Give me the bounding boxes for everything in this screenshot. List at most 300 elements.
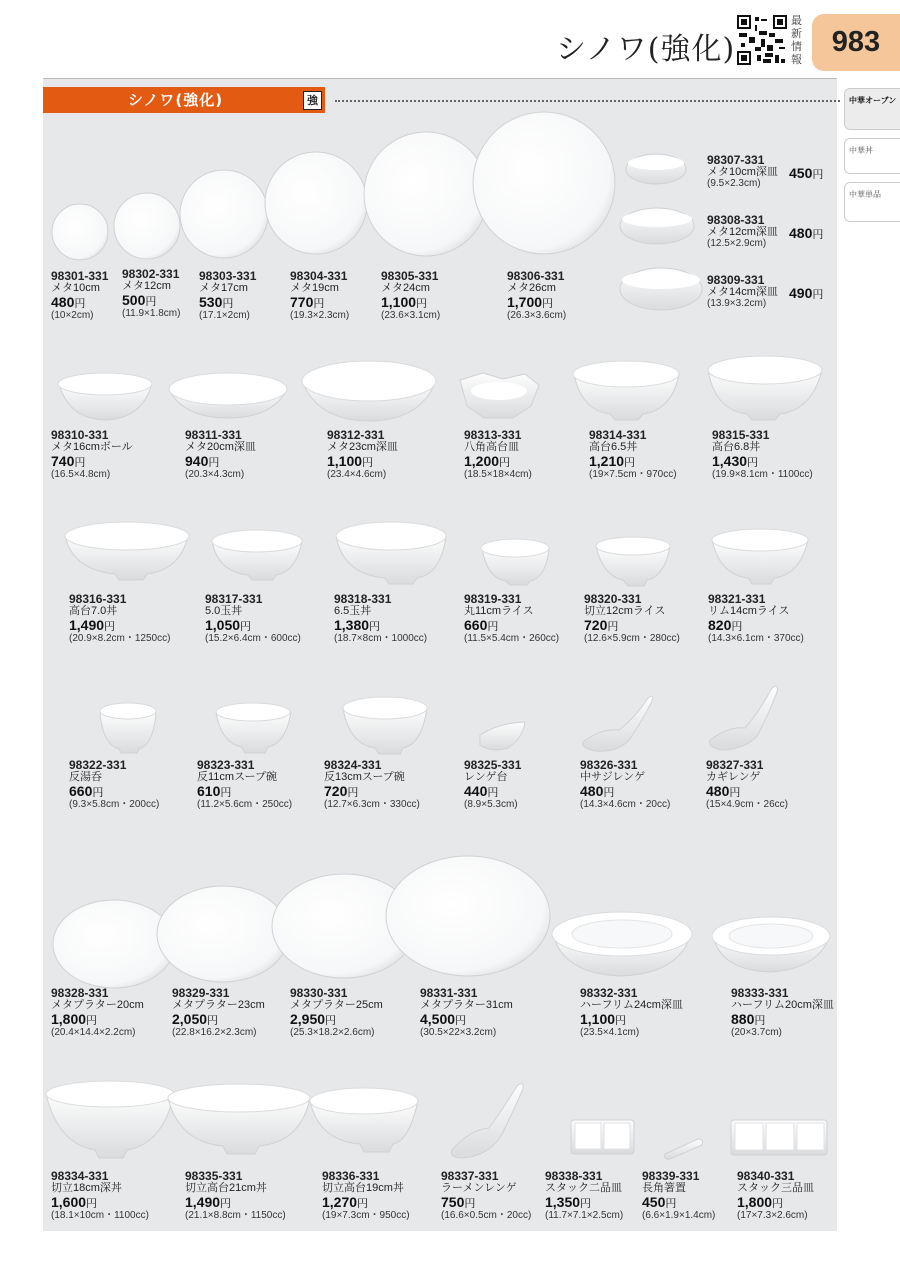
- page-number: 983: [812, 14, 900, 71]
- product-name: 丸11cmライス: [464, 605, 534, 617]
- spoon-rest-98325: [480, 722, 525, 750]
- product-price: [69, 618, 170, 633]
- product-dims: (12.7×6.3cm・330cc): [324, 799, 420, 810]
- product-name: スタック二品皿: [545, 1182, 622, 1194]
- price-value: 820: [708, 617, 732, 633]
- product-price: [706, 784, 788, 799]
- product-name: 八角高台皿: [464, 441, 519, 453]
- product-price: [441, 1195, 531, 1210]
- product-98318[interactable]: [334, 593, 427, 644]
- product-name: メタ10cm: [51, 282, 100, 294]
- product-code: 98322-331: [69, 758, 127, 772]
- product-name: メタ12cm深皿: [707, 226, 778, 238]
- product-dims: (9.5×2.3cm): [707, 178, 761, 189]
- product-98326[interactable]: [580, 759, 670, 810]
- product-code: 98314-331: [589, 428, 647, 442]
- price-value: 1,100: [580, 1011, 616, 1027]
- product-98306[interactable]: [507, 270, 566, 321]
- product-price: [322, 1195, 410, 1210]
- product-name: 中サジレンゲ: [580, 771, 646, 783]
- product-name: 反13cmスープ碗: [324, 771, 405, 783]
- product-dims: (10×2cm): [51, 310, 94, 321]
- product-dims: (18.5×18×4cm): [464, 469, 532, 480]
- product-98316[interactable]: [69, 593, 170, 644]
- price-value: 1,700: [507, 294, 543, 310]
- product-98310[interactable]: [51, 429, 133, 480]
- product-dims: (18.1×10cm・1100cc): [51, 1210, 149, 1221]
- product-98303[interactable]: [199, 270, 256, 321]
- product-98302[interactable]: [122, 268, 180, 319]
- product-name: メタ12cm: [122, 280, 171, 292]
- product-98334[interactable]: [51, 1170, 149, 1221]
- price-value: 1,490: [69, 617, 105, 633]
- price-unit: 円: [86, 1198, 98, 1210]
- price-value: 440: [464, 783, 488, 799]
- price-unit: 円: [603, 787, 615, 799]
- product-code: 98303-331: [199, 269, 257, 283]
- platter-98329: [157, 886, 289, 982]
- product-name: ハーフリム24cm深皿: [580, 999, 683, 1011]
- price-value: 1,050: [205, 617, 241, 633]
- product-price: [712, 454, 813, 469]
- product-price: [642, 1195, 715, 1210]
- price-value: 1,100: [327, 453, 363, 469]
- product-98311[interactable]: [185, 429, 256, 480]
- plate-98301: [52, 204, 108, 260]
- product-price: [464, 454, 532, 469]
- price-unit: 円: [369, 621, 381, 633]
- price-unit: 円: [487, 621, 499, 633]
- strength-badge: 強: [303, 91, 322, 110]
- product-name: 反湯呑: [69, 771, 102, 783]
- price-unit: 円: [362, 457, 374, 469]
- product-98314[interactable]: [589, 429, 677, 480]
- section-title: シノワ(強化): [128, 91, 224, 109]
- price-value: 1,430: [712, 453, 748, 469]
- price-unit: 円: [812, 289, 824, 301]
- product-price: [51, 295, 108, 310]
- product-dims: (18.7×8cm・1000cc): [334, 633, 428, 644]
- product-code: 98337-331: [441, 1169, 499, 1183]
- product-dims: (11.5×5.4cm・260cc): [464, 633, 560, 644]
- price-unit: 円: [665, 1198, 677, 1210]
- product-price: [464, 784, 521, 799]
- product-name: 反11cmスープ碗: [197, 771, 277, 783]
- product-98328[interactable]: [51, 987, 144, 1038]
- product-price: [199, 295, 256, 310]
- product-name: メタ16cmボール: [51, 441, 133, 453]
- product-name: 高台6.8丼: [712, 441, 761, 453]
- product-code: 98310-331: [51, 428, 109, 442]
- price-value: 880: [731, 1011, 755, 1027]
- product-name: リム14cmライス: [708, 605, 790, 617]
- product-98337[interactable]: [441, 1170, 531, 1221]
- price-unit: 円: [416, 298, 428, 310]
- chopstick-rest-98339: [665, 1139, 703, 1159]
- price-unit: 円: [220, 1198, 232, 1210]
- product-98309[interactable]: [707, 274, 832, 309]
- product-dims: (20.9×8.2cm・1250cc): [69, 633, 171, 644]
- price-value: 530: [199, 294, 223, 310]
- product-name: 6.5玉丼: [334, 605, 372, 617]
- product-price: [507, 295, 566, 310]
- product-code: 98335-331: [185, 1169, 243, 1183]
- product-name: ラーメンレンゲ: [441, 1182, 517, 1194]
- product-dims: (16.6×0.5cm・20cc): [441, 1210, 532, 1221]
- price-unit: 円: [615, 1015, 627, 1027]
- price-value: 1,210: [589, 453, 625, 469]
- product-dims: (19×7.5cm・970cc): [589, 469, 677, 480]
- product-dims: (25.3×18.2×2.6cm): [290, 1027, 375, 1038]
- product-price: [580, 784, 670, 799]
- product-dims: (20.4×14.4×2.2cm): [51, 1027, 136, 1038]
- product-98320[interactable]: [584, 593, 680, 644]
- product-price: [545, 1195, 623, 1210]
- plate-98303: [180, 170, 268, 258]
- price-value: 610: [197, 783, 221, 799]
- product-98329[interactable]: [172, 987, 265, 1038]
- product-dims: (12.6×5.9cm・280cc): [584, 633, 680, 644]
- product-price: [197, 784, 292, 799]
- product-98312[interactable]: [327, 429, 398, 480]
- product-code: 98324-331: [324, 758, 382, 772]
- product-name: メタ23cm深皿: [327, 441, 398, 453]
- product-code: 98301-331: [51, 269, 109, 283]
- price-unit: 円: [754, 1015, 766, 1027]
- product-dims: (15.2×6.4cm・600cc): [205, 633, 301, 644]
- product-price: [51, 1012, 144, 1027]
- price-value: 1,490: [185, 1194, 221, 1210]
- section-divider: [335, 100, 840, 102]
- product-price: [205, 618, 301, 633]
- price-value: 660: [464, 617, 488, 633]
- product-dims: (23.4×4.6cm): [327, 469, 387, 480]
- product-code: 98340-331: [737, 1169, 795, 1183]
- price-unit: 円: [220, 787, 232, 799]
- product-dims: (19×7.3cm・950cc): [322, 1210, 410, 1221]
- product-98315[interactable]: [712, 429, 813, 480]
- product-code: 98338-331: [545, 1169, 603, 1183]
- price-value: 740: [51, 453, 75, 469]
- product-code: 98312-331: [327, 428, 385, 442]
- product-name: カギレンゲ: [706, 771, 761, 783]
- product-98330[interactable]: [290, 987, 383, 1038]
- product-dims: (19.3×2.3cm): [290, 310, 350, 321]
- price-value: 480: [789, 225, 813, 241]
- product-98324[interactable]: [324, 759, 420, 810]
- product-dims: (11.7×7.1×2.5cm): [545, 1210, 624, 1221]
- product-price: [69, 784, 159, 799]
- price-unit: 円: [207, 1015, 219, 1027]
- price-value: 1,600: [51, 1194, 87, 1210]
- product-98308[interactable]: [707, 214, 832, 249]
- product-dims: (21.1×8.8cm・1150cc): [185, 1210, 286, 1221]
- product-name: メタ17cm: [199, 282, 248, 294]
- product-price: [589, 454, 677, 469]
- product-price: [789, 166, 823, 181]
- price-unit: 円: [455, 1015, 467, 1027]
- product-code: 98325-331: [464, 758, 522, 772]
- price-unit: 円: [208, 457, 220, 469]
- product-name: 切立12cmライス: [584, 605, 666, 617]
- price-unit: 円: [325, 1015, 337, 1027]
- product-price: [324, 784, 420, 799]
- product-98325[interactable]: [464, 759, 521, 810]
- product-98323[interactable]: [197, 759, 292, 810]
- product-dims: (30.5×22×3.2cm): [420, 1027, 497, 1038]
- price-unit: 円: [104, 621, 116, 633]
- product-price: [172, 1012, 265, 1027]
- price-unit: 円: [222, 298, 234, 310]
- product-code: 98304-331: [290, 269, 348, 283]
- price-unit: 円: [731, 621, 743, 633]
- product-dims: (22.8×16.2×2.3cm): [172, 1027, 257, 1038]
- product-code: 98320-331: [584, 592, 642, 606]
- product-98305[interactable]: [381, 270, 440, 321]
- product-name: スタック三品皿: [737, 1182, 814, 1194]
- product-98317[interactable]: [205, 593, 301, 644]
- price-unit: 円: [464, 1198, 476, 1210]
- product-dims: (23.6×3.1cm): [381, 310, 441, 321]
- product-98307[interactable]: [707, 154, 832, 189]
- product-code: 98311-331: [185, 428, 242, 442]
- product-price: [51, 1195, 149, 1210]
- product-code: 98315-331: [712, 428, 770, 442]
- product-code: 98339-331: [642, 1169, 700, 1183]
- product-dims: (14.3×4.6cm・20cc): [580, 799, 671, 810]
- product-dims: (17×7.3×2.6cm): [737, 1210, 808, 1221]
- price-unit: 円: [86, 1015, 98, 1027]
- product-price: [185, 454, 256, 469]
- product-code: 98336-331: [322, 1169, 380, 1183]
- price-unit: 円: [812, 169, 824, 181]
- spoon-98327: [710, 686, 778, 750]
- platter-98331: [386, 856, 550, 976]
- page-title: シノワ(強化): [556, 32, 736, 67]
- product-code: 98302-331: [122, 267, 180, 281]
- spoon-98337: [451, 1084, 523, 1158]
- product-98322[interactable]: [69, 759, 159, 810]
- price-value: 480: [706, 783, 730, 799]
- product-dims: (11.9×1.8cm): [122, 308, 181, 319]
- price-value: 500: [122, 292, 146, 308]
- product-code: 98308-331: [707, 213, 765, 227]
- product-dims: (23.5×4.1cm): [580, 1027, 640, 1038]
- product-name: メタプラター31cm: [420, 999, 513, 1011]
- product-name: メタプラター23cm: [172, 999, 265, 1011]
- product-98340[interactable]: [737, 1170, 814, 1221]
- product-name: 切立高台19cm丼: [322, 1182, 404, 1194]
- product-name: 長角箸置: [642, 1182, 686, 1194]
- product-price: [464, 618, 559, 633]
- price-unit: 円: [747, 457, 759, 469]
- price-value: 1,350: [545, 1194, 581, 1210]
- product-name: 切立18cm深丼: [51, 1182, 122, 1194]
- product-dims: (15×4.9cm・26cc): [706, 799, 788, 810]
- product-price: [185, 1195, 286, 1210]
- product-price: [420, 1012, 513, 1027]
- product-98338[interactable]: [545, 1170, 623, 1221]
- product-name: メタ14cm深皿: [707, 286, 778, 298]
- price-value: 940: [185, 453, 209, 469]
- product-98332[interactable]: [580, 987, 683, 1038]
- price-value: 450: [642, 1194, 666, 1210]
- product-dims: (6.6×1.9×1.4cm): [642, 1210, 716, 1221]
- product-code: 98327-331: [706, 758, 764, 772]
- product-dims: (26.3×3.6cm): [507, 310, 567, 321]
- price-value: 490: [789, 285, 813, 301]
- price-unit: 円: [145, 296, 157, 308]
- product-name: 5.0玉丼: [205, 605, 243, 617]
- product-price: [327, 454, 398, 469]
- plate-98304: [265, 152, 367, 254]
- product-code: 98332-331: [580, 986, 638, 1000]
- product-name: レンゲ台: [464, 771, 508, 783]
- plate-98302: [114, 193, 180, 259]
- price-unit: 円: [240, 621, 252, 633]
- price-value: 720: [584, 617, 608, 633]
- product-price: [334, 618, 427, 633]
- product-code: 98328-331: [51, 986, 109, 1000]
- product-code: 98323-331: [197, 758, 255, 772]
- price-unit: 円: [347, 787, 359, 799]
- product-code: 98305-331: [381, 269, 439, 283]
- product-price: [51, 454, 133, 469]
- plate-98305: [364, 132, 488, 256]
- product-code: 98318-331: [334, 592, 392, 606]
- product-98313[interactable]: [464, 429, 532, 480]
- product-98321[interactable]: [708, 593, 804, 644]
- price-value: 770: [290, 294, 314, 310]
- price-value: 2,050: [172, 1011, 208, 1027]
- product-dims: (16.5×4.8cm): [51, 469, 111, 480]
- product-code: 98330-331: [290, 986, 348, 1000]
- price-unit: 円: [812, 229, 824, 241]
- product-98333[interactable]: [731, 987, 834, 1038]
- price-unit: 円: [74, 298, 86, 310]
- price-value: 1,800: [51, 1011, 87, 1027]
- price-unit: 円: [357, 1198, 369, 1210]
- price-value: 1,270: [322, 1194, 358, 1210]
- product-98301[interactable]: [51, 270, 108, 321]
- product-price: [708, 618, 804, 633]
- side-tab-chuka-oven[interactable]: 中華オーブン: [844, 88, 900, 130]
- price-unit: 円: [313, 298, 325, 310]
- price-value: 660: [69, 783, 93, 799]
- product-name: メタ19cm: [290, 282, 339, 294]
- product-price: [789, 226, 823, 241]
- price-unit: 円: [729, 787, 741, 799]
- product-price: [737, 1195, 814, 1210]
- side-tab-chuka-don[interactable]: 中華丼: [844, 138, 900, 174]
- price-unit: 円: [772, 1198, 784, 1210]
- product-price: [290, 295, 349, 310]
- price-unit: 円: [624, 457, 636, 469]
- product-name: メタプラター25cm: [290, 999, 383, 1011]
- product-dims: (11.2×5.6cm・250cc): [197, 799, 293, 810]
- product-name: ハーフリム20cm深皿: [731, 999, 834, 1011]
- price-value: 1,380: [334, 617, 370, 633]
- price-value: 480: [51, 294, 75, 310]
- product-price: [381, 295, 440, 310]
- price-value: 480: [580, 783, 604, 799]
- product-98319[interactable]: [464, 593, 559, 644]
- price-value: 1,200: [464, 453, 500, 469]
- product-price: [290, 1012, 383, 1027]
- side-tab-chuka-tanpin[interactable]: 中華単品: [844, 182, 900, 222]
- qr-label: 最新情報: [791, 14, 802, 66]
- product-dims: (9.3×5.8cm・200cc): [69, 799, 160, 810]
- price-unit: 円: [542, 298, 554, 310]
- product-dims: (20×3.7cm): [731, 1027, 782, 1038]
- product-price: [584, 618, 680, 633]
- product-name: メタプラター20cm: [51, 999, 144, 1011]
- product-code: 98313-331: [464, 428, 522, 442]
- product-price: [122, 293, 180, 308]
- product-name: メタ26cm: [507, 282, 556, 294]
- product-price: [731, 1012, 834, 1027]
- product-dims: (14.3×6.1cm・370cc): [708, 633, 804, 644]
- price-unit: 円: [487, 787, 499, 799]
- price-value: 4,500: [420, 1011, 456, 1027]
- price-unit: 円: [607, 621, 619, 633]
- price-value: 720: [324, 783, 348, 799]
- product-code: 98317-331: [205, 592, 263, 606]
- product-name: メタ20cm深皿: [185, 441, 256, 453]
- product-98327[interactable]: [706, 759, 788, 810]
- product-98331[interactable]: [420, 987, 513, 1038]
- price-unit: 円: [92, 787, 104, 799]
- platter-98328: [53, 900, 175, 988]
- product-dims: (17.1×2cm): [199, 310, 250, 321]
- product-98336[interactable]: [322, 1170, 410, 1221]
- product-dims: (20.3×4.3cm): [185, 469, 245, 480]
- spoon-98326: [583, 696, 653, 751]
- product-price: [580, 1012, 683, 1027]
- product-code: 98334-331: [51, 1169, 109, 1183]
- product-code: 98309-331: [707, 273, 765, 287]
- plate-98306: [473, 112, 615, 254]
- price-value: 750: [441, 1194, 465, 1210]
- product-dims: (19.9×8.1cm・1100cc): [712, 469, 813, 480]
- price-value: 1,800: [737, 1194, 773, 1210]
- product-98339[interactable]: [642, 1170, 715, 1221]
- price-value: 2,950: [290, 1011, 326, 1027]
- product-98304[interactable]: [290, 270, 349, 321]
- product-code: 98307-331: [707, 153, 765, 167]
- product-dims: (12.5×2.9cm): [707, 238, 767, 249]
- product-price: [789, 286, 823, 301]
- product-name: 高台7.0丼: [69, 605, 118, 617]
- product-98335[interactable]: [185, 1170, 286, 1221]
- price-unit: 円: [580, 1198, 592, 1210]
- price-value: 1,100: [381, 294, 417, 310]
- product-name: メタ10cm深皿: [707, 166, 778, 178]
- product-code: 98331-331: [420, 986, 478, 1000]
- product-code: 98321-331: [708, 592, 766, 606]
- product-name: メタ24cm: [381, 282, 430, 294]
- price-unit: 円: [74, 457, 86, 469]
- qr-code-icon[interactable]: [737, 15, 787, 65]
- product-name: 切立高台21cm丼: [185, 1182, 267, 1194]
- product-code: 98316-331: [69, 592, 127, 606]
- price-value: 450: [789, 165, 813, 181]
- product-code: 98319-331: [464, 592, 522, 606]
- product-name: 高台6.5丼: [589, 441, 638, 453]
- product-code: 98306-331: [507, 269, 565, 283]
- product-code: 98329-331: [172, 986, 230, 1000]
- product-code: 98326-331: [580, 758, 638, 772]
